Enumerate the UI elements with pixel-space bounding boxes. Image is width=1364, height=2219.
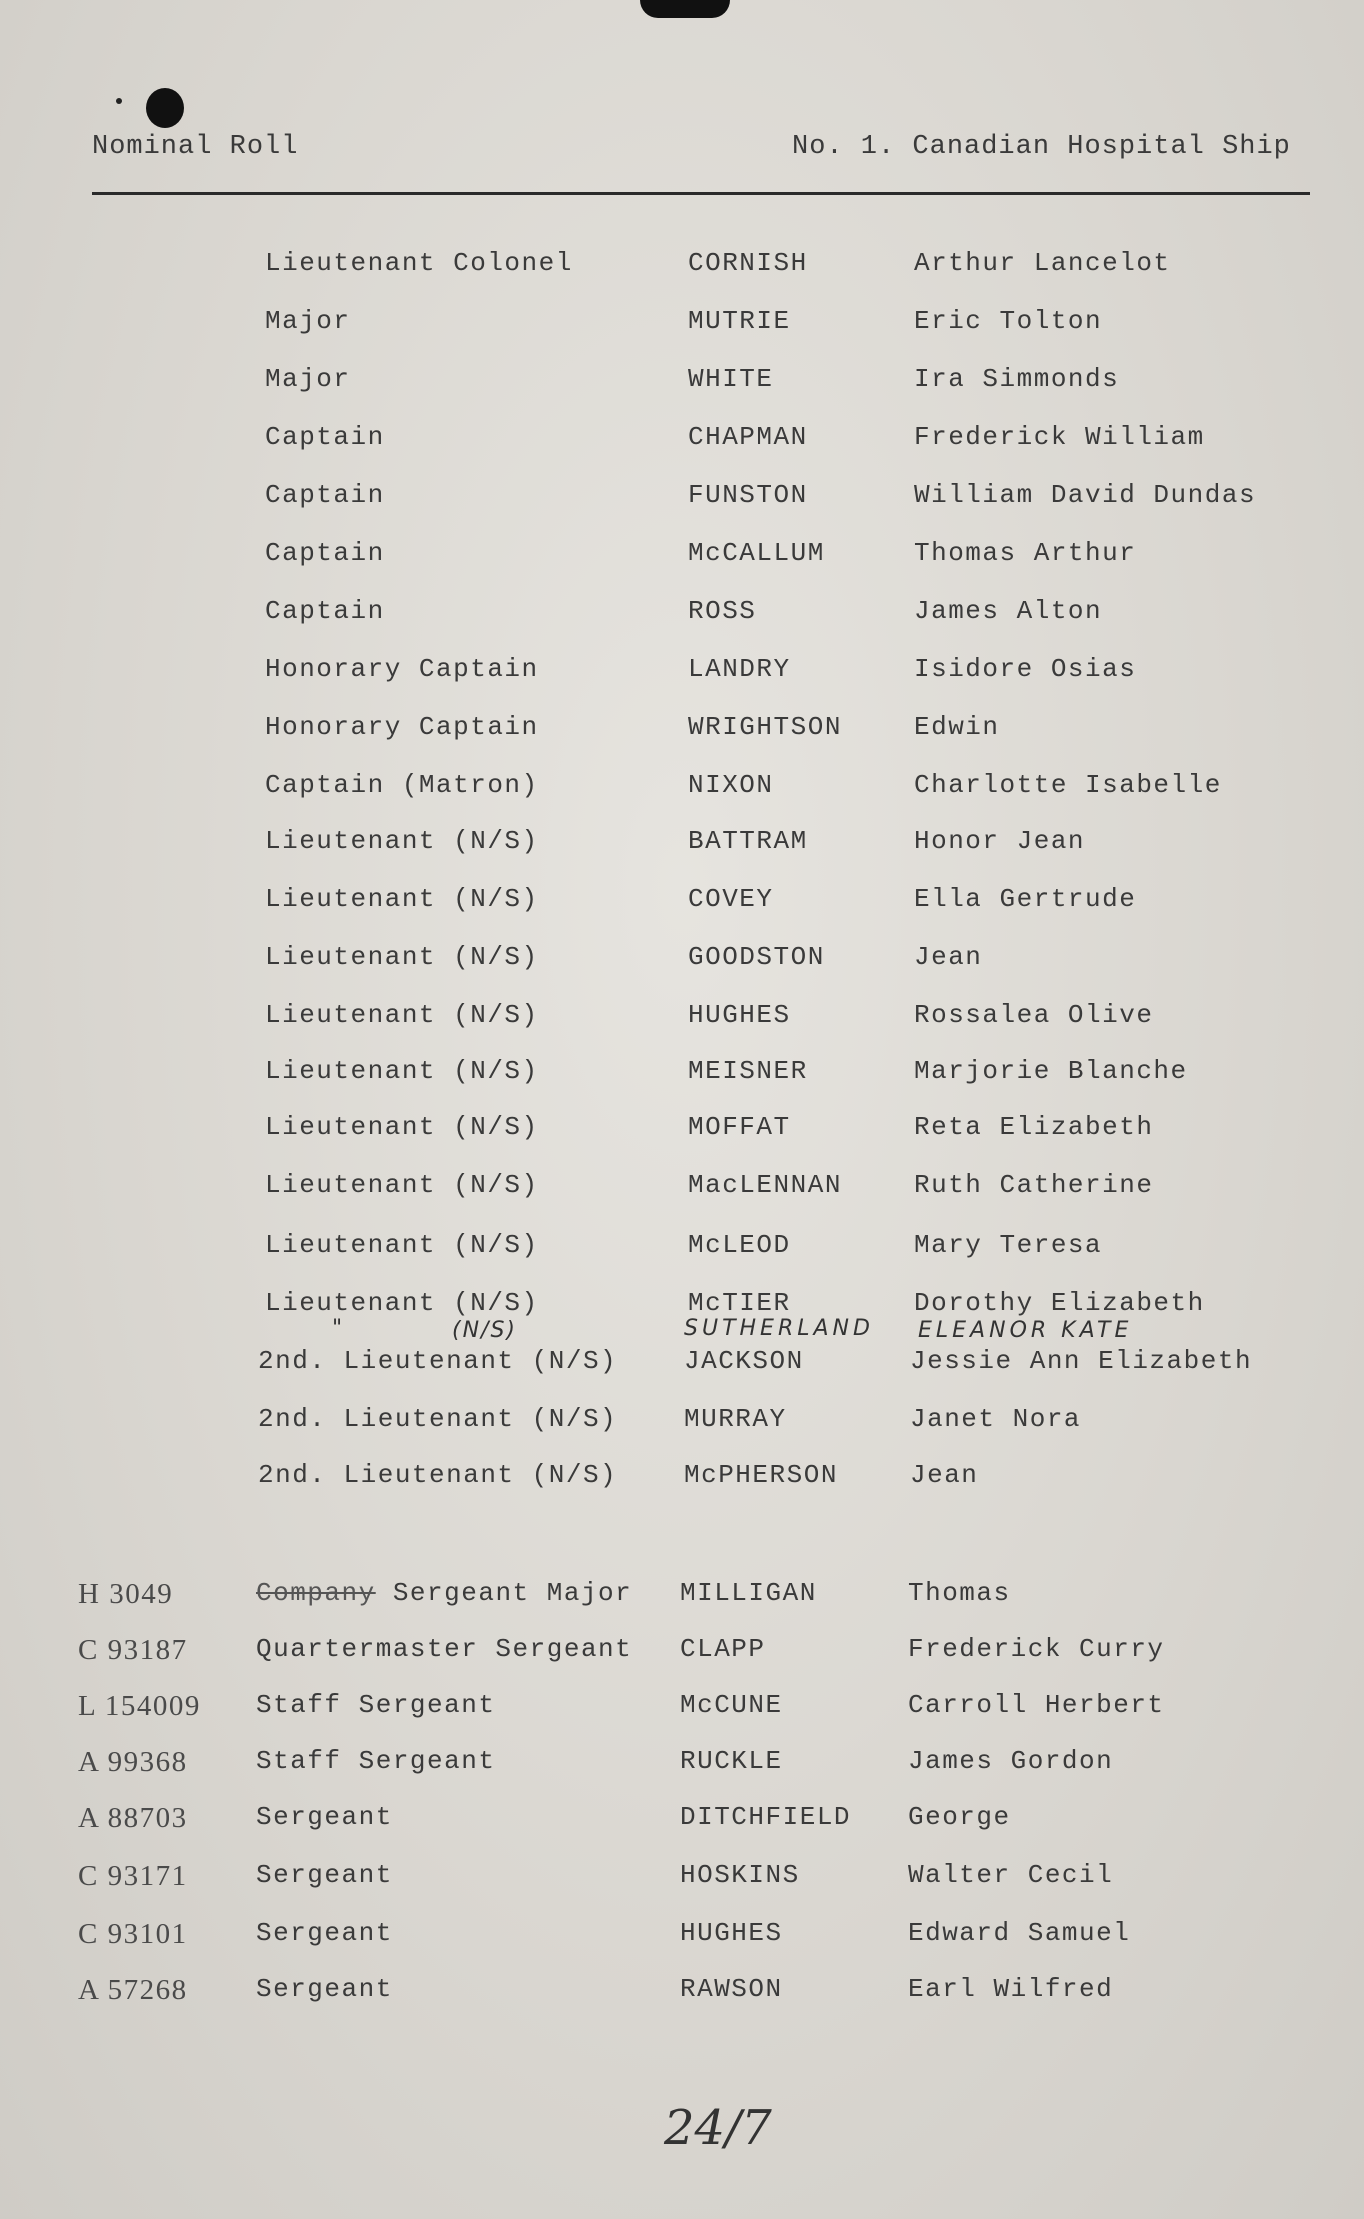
- given-names: Edwin: [914, 712, 1000, 742]
- other-rank-row: [0, 1634, 1364, 1674]
- rank: Sergeant: [256, 1860, 393, 1890]
- given-names: Mary Teresa: [914, 1230, 1103, 1260]
- service-number: A 88703: [78, 1802, 188, 1834]
- other-rank-row: [0, 1918, 1364, 1958]
- rank: Captain: [265, 480, 385, 510]
- given-names: James Alton: [914, 596, 1103, 626]
- rank: Captain: [265, 422, 385, 452]
- rank: Lieutenant (N/S): [265, 1056, 539, 1086]
- ink-mark: [640, 0, 730, 18]
- rank: Captain: [265, 596, 385, 626]
- surname: NIXON: [688, 770, 774, 800]
- rank: Quartermaster Sergeant: [256, 1634, 633, 1664]
- given-names: Jessie Ann Elizabeth: [910, 1346, 1253, 1376]
- handwritten-rank: (N/S): [452, 1318, 517, 1343]
- surname: GOODSTON: [688, 942, 825, 972]
- surname: ROSS: [688, 596, 757, 626]
- surname: WHITE: [688, 364, 774, 394]
- service-number: H 3049: [78, 1578, 174, 1610]
- surname: MUTRIE: [688, 306, 791, 336]
- given-names: Carroll Herbert: [908, 1690, 1165, 1720]
- given-names: Dorothy Elizabeth: [914, 1288, 1205, 1318]
- rank: Major: [265, 306, 351, 336]
- given-names: Ruth Catherine: [914, 1170, 1154, 1200]
- document-title: Nominal Roll: [92, 132, 299, 162]
- given-names: William David Dundas: [914, 480, 1257, 510]
- service-number: A 99368: [78, 1746, 188, 1778]
- surname: MEISNER: [688, 1056, 808, 1086]
- surname: DITCHFIELD: [680, 1802, 852, 1832]
- given-names: Arthur Lancelot: [914, 248, 1171, 278]
- given-names: George: [908, 1802, 1011, 1832]
- handwritten-surname: SUTHERLAND: [684, 1316, 874, 1341]
- officer-row: [0, 1056, 1364, 1096]
- surname: BATTRAM: [688, 826, 808, 856]
- rank: Honorary Captain: [265, 712, 539, 742]
- rank: Lieutenant (N/S): [265, 1230, 539, 1260]
- rank: Lieutenant (N/S): [265, 942, 539, 972]
- ink-blot: [146, 88, 184, 128]
- other-rank-row: [0, 1860, 1364, 1900]
- officer-row: [0, 654, 1364, 694]
- rank: Lieutenant (N/S): [265, 1288, 539, 1318]
- surname: McCUNE: [680, 1690, 783, 1720]
- other-rank-row: [0, 1802, 1364, 1842]
- officer-row: [0, 1230, 1364, 1270]
- rank: [256, 1578, 632, 1608]
- rank: Honorary Captain: [265, 654, 539, 684]
- officer-row: [0, 770, 1364, 810]
- rank: Staff Sergeant: [256, 1690, 496, 1720]
- service-number: L 154009: [78, 1690, 201, 1722]
- officer-row: [0, 306, 1364, 346]
- officer-row: [0, 538, 1364, 578]
- rank: 2nd. Lieutenant (N/S): [258, 1404, 618, 1434]
- rank: Sergeant: [256, 1974, 393, 2004]
- officer-row: [0, 1288, 1364, 1328]
- rank: Captain (Matron): [265, 770, 539, 800]
- officer-row: [0, 712, 1364, 752]
- surname: HUGHES: [680, 1918, 783, 1948]
- rank: Captain: [265, 538, 385, 568]
- surname: COVEY: [688, 884, 774, 914]
- ink-dot: [116, 98, 122, 104]
- surname: HOSKINS: [680, 1860, 800, 1890]
- given-names: James Gordon: [908, 1746, 1114, 1776]
- handwritten-page-number: 24/7: [664, 2100, 772, 2156]
- surname: MOFFAT: [688, 1112, 791, 1142]
- surname: McPHERSON: [684, 1460, 838, 1490]
- surname: CHAPMAN: [688, 422, 808, 452]
- struck-word: Company: [256, 1578, 376, 1608]
- surname: RUCKLE: [680, 1746, 783, 1776]
- surname: FUNSTON: [688, 480, 808, 510]
- handwritten-ditto: ": [332, 1316, 347, 1341]
- officer-row: [0, 1346, 1364, 1386]
- officer-row: [0, 480, 1364, 520]
- officer-row: [0, 248, 1364, 288]
- given-names: Eric Tolton: [914, 306, 1103, 336]
- surname: WRIGHTSON: [688, 712, 842, 742]
- given-names: Rossalea Olive: [914, 1000, 1154, 1030]
- service-number: A 57268: [78, 1974, 188, 2006]
- given-names: Jean: [914, 942, 983, 972]
- surname: JACKSON: [684, 1346, 804, 1376]
- rank: Lieutenant Colonel: [265, 248, 573, 278]
- surname: MacLENNAN: [688, 1170, 842, 1200]
- header-divider: [92, 192, 1310, 195]
- service-number: C 93171: [78, 1860, 188, 1892]
- given-names: Reta Elizabeth: [914, 1112, 1154, 1142]
- rank-text: Sergeant Major: [392, 1578, 633, 1608]
- other-rank-row: [0, 1690, 1364, 1730]
- given-names: Frederick Curry: [908, 1634, 1165, 1664]
- given-names: Ira Simmonds: [914, 364, 1120, 394]
- unit-name: No. 1. Canadian Hospital Ship: [792, 132, 1291, 162]
- rank: Lieutenant (N/S): [265, 826, 539, 856]
- officer-row: [0, 1000, 1364, 1040]
- surname: LANDRY: [688, 654, 791, 684]
- surname: CLAPP: [680, 1634, 766, 1664]
- given-names: Frederick William: [914, 422, 1205, 452]
- given-names: Honor Jean: [914, 826, 1086, 856]
- rank: Lieutenant (N/S): [265, 884, 539, 914]
- rank: Sergeant: [256, 1802, 393, 1832]
- surname: McLEOD: [688, 1230, 791, 1260]
- officer-row: [0, 884, 1364, 924]
- service-number: C 93101: [78, 1918, 188, 1950]
- service-number: C 93187: [78, 1634, 188, 1666]
- surname: RAWSON: [680, 1974, 783, 2004]
- surname: HUGHES: [688, 1000, 791, 1030]
- other-rank-row: [0, 1746, 1364, 1786]
- given-names: Charlotte Isabelle: [914, 770, 1222, 800]
- given-names: Walter Cecil: [908, 1860, 1114, 1890]
- rank: 2nd. Lieutenant (N/S): [258, 1460, 618, 1490]
- other-rank-row: [0, 1974, 1364, 2014]
- given-names: Ella Gertrude: [914, 884, 1137, 914]
- given-names: Janet Nora: [910, 1404, 1082, 1434]
- officer-row: [0, 1404, 1364, 1444]
- given-names: Edward Samuel: [908, 1918, 1131, 1948]
- surname: McTIER: [688, 1288, 791, 1318]
- rank: Lieutenant (N/S): [265, 1000, 539, 1030]
- officer-row: [0, 1112, 1364, 1152]
- officer-row: [0, 942, 1364, 982]
- surname: MILLIGAN: [680, 1578, 817, 1608]
- officer-row: [0, 826, 1364, 866]
- handwritten-given: ELEANOR KATE: [918, 1318, 1133, 1343]
- officer-row: [0, 1460, 1364, 1500]
- officer-row: [0, 596, 1364, 636]
- surname: McCALLUM: [688, 538, 825, 568]
- rank: Lieutenant (N/S): [265, 1112, 539, 1142]
- given-names: Thomas: [908, 1578, 1011, 1608]
- rank: 2nd. Lieutenant (N/S): [258, 1346, 618, 1376]
- surname: MURRAY: [684, 1404, 787, 1434]
- officer-row: [0, 1170, 1364, 1210]
- rank: Staff Sergeant: [256, 1746, 496, 1776]
- officer-row: [0, 364, 1364, 404]
- officer-row: [0, 422, 1364, 462]
- given-names: Earl Wilfred: [908, 1974, 1114, 2004]
- given-names: Isidore Osias: [914, 654, 1137, 684]
- given-names: Jean: [910, 1460, 979, 1490]
- rank: Major: [265, 364, 351, 394]
- other-rank-row: [0, 1578, 1364, 1618]
- rank: Sergeant: [256, 1918, 393, 1948]
- surname: CORNISH: [688, 248, 808, 278]
- given-names: Thomas Arthur: [914, 538, 1137, 568]
- given-names: Marjorie Blanche: [914, 1056, 1188, 1086]
- rank: Lieutenant (N/S): [265, 1170, 539, 1200]
